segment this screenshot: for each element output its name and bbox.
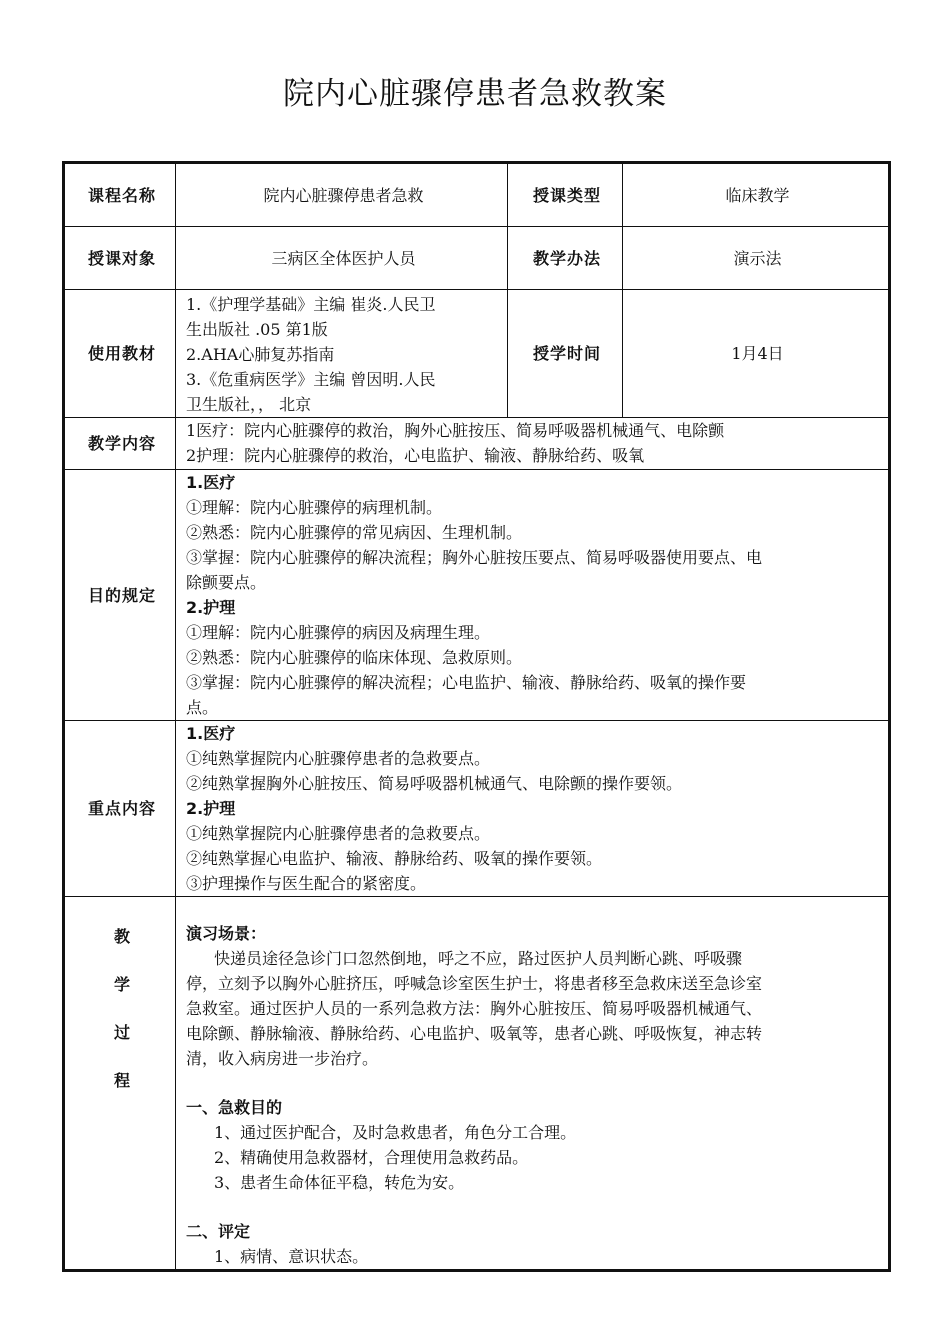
row-audience — [64, 227, 890, 290]
scene-line: 快递员途径急诊门口忽然倒地，呼之不应，路过医护人员判断心跳、呼吸骤 — [214, 949, 743, 968]
document-title: 院内心脏骤停患者急救教案 — [283, 76, 667, 112]
key-points-line: ②纯熟掌握心电监护、输液、静脉给药、吸氧的操作要领。 — [186, 849, 603, 868]
objectives-value — [176, 470, 890, 721]
key-points-nurse-heading: 2.护理 — [186, 799, 236, 818]
objectives-nurse-heading: 2.护理 — [186, 598, 236, 617]
time-label: 授学时间 — [508, 290, 623, 418]
key-points-line: ③护理操作与医生配合的紧密度。 — [186, 874, 427, 893]
content-line: 2护理：院内心脏骤停的救治，心电监护、输液、静脉给药、吸氧 — [186, 446, 645, 465]
materials-value — [176, 290, 508, 418]
objectives-line: 点。 — [186, 698, 219, 717]
objectives-line: ①理解：院内心脏骤停的病理机制。 — [186, 498, 443, 517]
course-type-value: 临床教学 — [623, 163, 890, 227]
lesson-plan-table — [62, 161, 891, 1272]
objectives-line: 除颤要点。 — [186, 573, 267, 592]
course-name-value: 院内心脏骤停患者急救 — [176, 163, 508, 227]
scene-line: 清，收入病房进一步治疗。 — [186, 1049, 379, 1068]
objectives-line: ①理解：院内心脏骤停的病因及病理生理。 — [186, 623, 491, 642]
section1-line: 1、通过医护配合，及时急救患者，角色分工合理。 — [214, 1123, 577, 1142]
key-points-value — [176, 721, 890, 897]
process-label-char: 学 — [113, 975, 130, 994]
objectives-med-heading: 1.医疗 — [186, 473, 236, 492]
materials-label: 使用教材 — [64, 290, 176, 418]
objectives-line: ③掌握：院内心脏骤停的解决流程；心电监护、输液、静脉给药、吸氧的操作要 — [186, 673, 747, 692]
section1-line: 3、患者生命体征平稳，转危为安。 — [214, 1173, 465, 1192]
process-label-char: 过 — [113, 1023, 130, 1042]
content-value — [176, 418, 890, 470]
objectives-line: ②熟悉：院内心脏骤停的临床体现、急救原则。 — [186, 648, 523, 667]
scene-line: 急救室。通过医护人员的一系列急救方法：胸外心脏按压、简易呼吸器机械通气、 — [186, 999, 763, 1018]
content-label: 教学内容 — [64, 418, 176, 470]
course-name-label: 课程名称 — [64, 163, 176, 227]
row-materials — [64, 290, 890, 418]
materials-line: 2.AHA心肺复苏指南 — [186, 345, 335, 364]
materials-line: 1.《护理学基础》主编 崔炎.人民卫 — [186, 295, 436, 314]
process-value — [176, 897, 890, 1271]
section1-line: 2、精确使用急救器材，合理使用急救药品。 — [214, 1148, 529, 1167]
row-key-points — [64, 721, 890, 897]
time-value: 1月4日 — [623, 290, 890, 418]
process-label-char: 教 — [113, 927, 130, 946]
key-points-med-heading: 1.医疗 — [186, 724, 236, 743]
key-points-label: 重点内容 — [64, 721, 176, 897]
content-line: 1医疗：院内心脏骤停的救治，胸外心脏按压、简易呼吸器机械通气、电除颤 — [186, 421, 725, 440]
objectives-label: 目的规定 — [64, 470, 176, 721]
row-course-name — [64, 163, 890, 227]
section2-line: 1、病情、意识状态。 — [214, 1247, 369, 1266]
key-points-line: ①纯熟掌握院内心脏骤停患者的急救要点。 — [186, 824, 491, 843]
process-label-char: 程 — [113, 1071, 130, 1090]
scene-heading: 演习场景： — [186, 924, 267, 943]
key-points-line: ①纯熟掌握院内心脏骤停患者的急救要点。 — [186, 749, 491, 768]
method-label: 教学办法 — [508, 227, 623, 290]
row-objectives — [64, 470, 890, 721]
scene-line: 停，立刻予以胸外心脏挤压，呼喊急诊室医生护士，将患者移至急救床送至急诊室 — [186, 974, 763, 993]
section1-heading: 一、急救目的 — [186, 1098, 283, 1117]
materials-line: 生出版社 .05 第1版 — [186, 320, 328, 339]
key-points-line: ②纯熟掌握胸外心脏按压、简易呼吸器机械通气、电除颤的操作要领。 — [186, 774, 683, 793]
process-label — [64, 897, 176, 1271]
method-value: 演示法 — [623, 227, 890, 290]
objectives-line: ③掌握：院内心脏骤停的解决流程；胸外心脏按压要点、简易呼吸器使用要点、电 — [186, 548, 763, 567]
audience-label: 授课对象 — [64, 227, 176, 290]
section2-heading: 二、评定 — [186, 1222, 251, 1241]
objectives-line: ②熟悉：院内心脏骤停的常见病因、生理机制。 — [186, 523, 523, 542]
materials-line: 卫生版社，， 北京 — [186, 395, 312, 414]
materials-line: 3.《危重病医学》主编 曾因明.人民 — [186, 370, 436, 389]
row-process — [64, 897, 890, 1271]
row-content — [64, 418, 890, 470]
scene-line: 电除颤、静脉输液、静脉给药、心电监护、吸氧等，患者心跳、呼吸恢复，神志转 — [186, 1024, 763, 1043]
course-type-label: 授课类型 — [508, 163, 623, 227]
audience-value: 三病区全体医护人员 — [176, 227, 508, 290]
